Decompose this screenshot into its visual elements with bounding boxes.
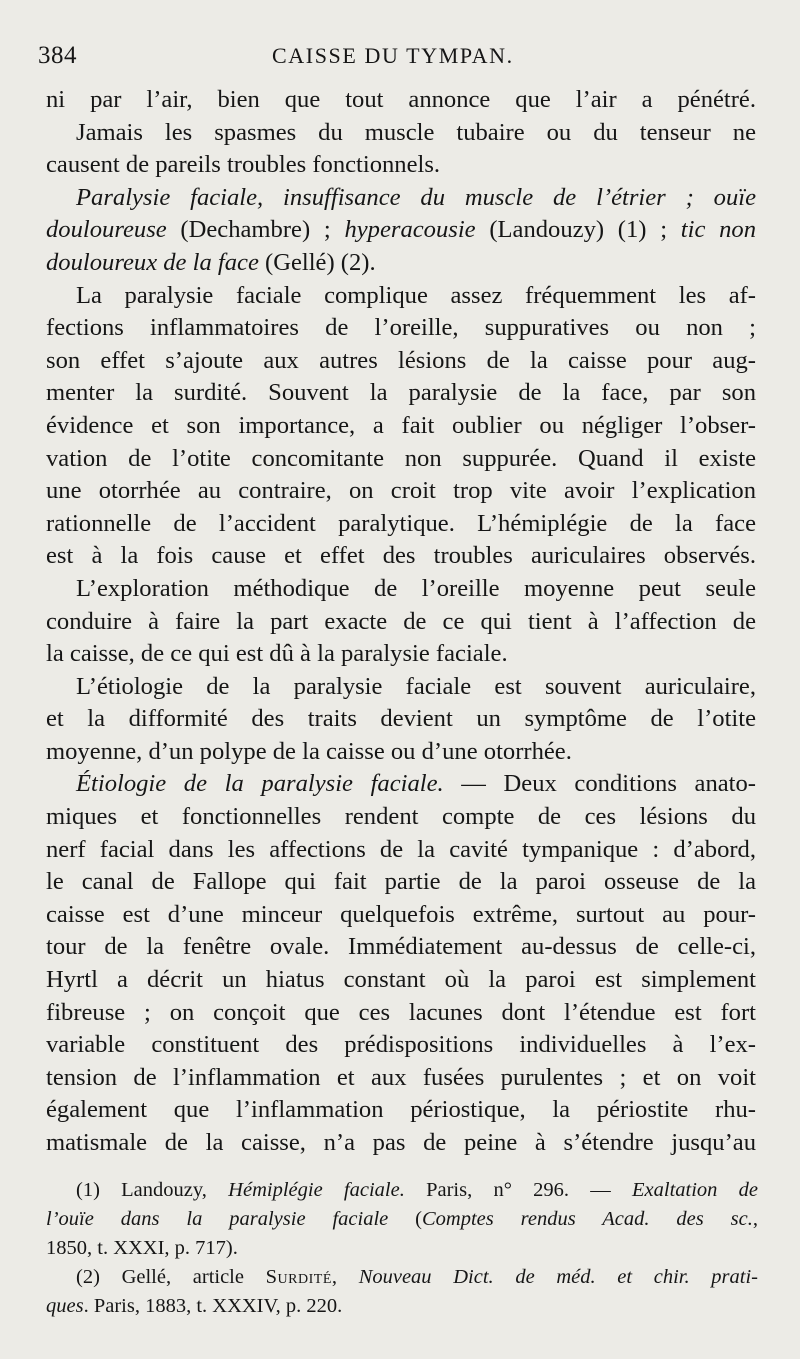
text-run: , — [331, 1266, 359, 1288]
text-line: moyenne, d’un polype de la caisse ou d’une otorrhée. — [46, 737, 572, 765]
text-line: L’étiologie de la paralysie faciale est souvent auriculaire, — [76, 672, 756, 700]
text-line: son effet s’ajoute aux autres lésions de la caisse pour aug- — [46, 346, 756, 374]
text-run: (1) Landouzy, — [76, 1179, 229, 1201]
italic-run: douloureuse — [46, 216, 167, 244]
text-line: fections inflammatoires de l’oreille, suppuratives ou non ; — [46, 314, 756, 342]
text-line: le canal de Fallope qui fait partie de la paroi osseuse de la — [46, 868, 756, 896]
italic-run: Exaltation de — [632, 1179, 759, 1201]
text-line: Hyrtl a décrit un hiatus constant où la paroi est simplement — [46, 966, 756, 994]
text-line — [46, 247, 756, 280]
text-line — [46, 768, 756, 801]
page-number: 384 — [38, 42, 77, 69]
italic-run: ques — [46, 1295, 84, 1317]
italic-run: Hémiplégie faciale. — [228, 1179, 405, 1201]
text-line: causent de pareils troubles fonctionnels. — [46, 151, 441, 179]
text-line: Jamais les spasmes du muscle tubaire ou du tenseur ne — [76, 118, 756, 146]
footnote-line — [46, 1263, 758, 1292]
text-line — [46, 182, 756, 215]
small-caps-run: Surdité — [265, 1266, 332, 1288]
text-line: tour de la fenêtre ovale. Immédiatement au-dessus de celle-ci, — [46, 933, 756, 961]
text-run: (Gellé) (2). — [258, 248, 376, 276]
text-line: une otorrhée au contraire, on croit trop vite avoir l’explication — [46, 477, 756, 505]
text-line: également que l’inflammation périostique, la périostite rhu- — [46, 1096, 756, 1124]
text-line: caisse est d’une minceur quelquefois extrême, surtout au pour- — [46, 900, 756, 928]
text-line: ni par l’air, bien que tout annonce que l’air a pénétré. — [46, 86, 756, 113]
footnote-line — [46, 1205, 758, 1234]
text-run: (Landouzy) (1) ; — [475, 216, 681, 244]
text-line: vation de l’otite concomitante non suppurée. Quand il existe — [46, 444, 756, 472]
text-line: tension de l’inflammation et aux fusées purulentes ; et on voit — [46, 1063, 756, 1091]
italic-run: hyperacousie — [344, 216, 476, 244]
text-run: — Deux conditions anato- — [443, 770, 756, 798]
text-line: est à la fois cause et effet des troubles auriculaires observés. — [46, 542, 756, 570]
text-run: . Paris, 1883, t. XXXIV, p. 220. — [83, 1295, 343, 1317]
text-line: L’exploration méthodique de l’oreille moyenne peut seule — [76, 574, 756, 602]
text-line: conduire à faire la part exacte de ce qui tient à l’affection de — [46, 607, 756, 635]
text-run: ( — [388, 1208, 422, 1230]
footnotes — [46, 1176, 758, 1321]
text-run: Paris, n° 296. — — [404, 1179, 633, 1201]
body-text — [46, 84, 756, 1160]
page-header — [38, 42, 758, 78]
italic-run: l’ouïe dans la paralysie faciale — [46, 1208, 389, 1230]
text-line: variable constituent des prédispositions individuelles à l’ex- — [46, 1031, 756, 1059]
text-line: fibreuse ; on conçoit que ces lacunes dont l’étendue est fort — [46, 998, 756, 1026]
text-line: évidence et son importance, a fait oublier ou négliger l’obser- — [46, 411, 756, 439]
section-heading: Étiologie de la paralysie faciale. — [76, 770, 444, 798]
text-line: matismale de la caisse, n’a pas de peine à s’étendre jusqu’au — [46, 1129, 756, 1156]
text-line: nerf facial dans les affections de la cavité tympanique : d’abord, — [46, 835, 756, 863]
italic-run: Comptes rendus Acad. des sc. — [422, 1208, 753, 1230]
text-line: miques et fonctionnelles rendent compte de ces lésions du — [46, 803, 756, 831]
footnote-line: 1850, t. XXXI, p. 717). — [46, 1237, 238, 1259]
text-line: la caisse, de ce qui est dû à la paralysie faciale. — [46, 640, 508, 668]
italic-run: Paralysie faciale, insuffisance du muscle de l’étrier ; ouïe — [76, 183, 756, 211]
running-title: CAISSE DU TYMPAN. — [272, 43, 514, 68]
text-line: et la difformité des traits devient un symptôme de l’otite — [46, 705, 756, 733]
text-run: (Dechambre) ; — [166, 216, 345, 244]
text-line — [46, 214, 756, 247]
italic-run: Nouveau Dict. de méd. et chir. prati- — [358, 1266, 758, 1288]
text-line: menter la surdité. Souvent la paralysie de la face, par son — [46, 379, 756, 407]
italic-run: douloureux de la face — [46, 248, 259, 276]
text-run: , — [752, 1208, 758, 1230]
footnote-line — [46, 1176, 758, 1205]
text-line: La paralysie faciale complique assez fréquemment les af- — [76, 281, 756, 309]
italic-run: tic non — [680, 216, 757, 244]
text-run: (2) Gellé, article — [76, 1266, 266, 1288]
text-line: rationnelle de l’accident paralytique. L’hémiplégie de la face — [46, 509, 756, 537]
footnote-line — [46, 1292, 758, 1321]
